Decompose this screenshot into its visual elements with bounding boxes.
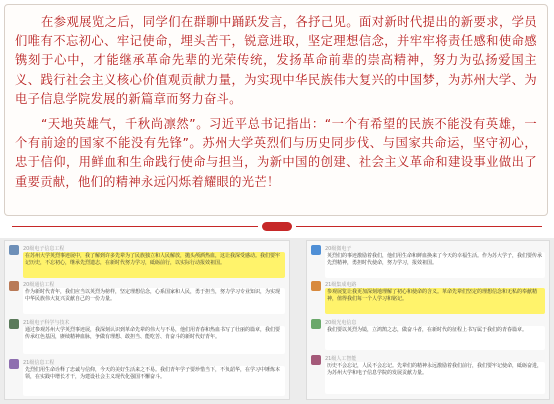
article-paragraph-1: 在参观展览之后，同学们在群聊中踊跃发言，各抒己见。面对新时代提出的新要求，学员们唯有不忘初心、牢记使命，埋头苦干，锐意进取，坚定理想信念，并牢牢将责任感和使命感镌刻于心中，才能继承革命先辈的光荣传统，发扬革命前辈的崇高精神，努力为弘扬爱国主义、践行社会主义核心价值观贡献力量，为实现中华民族伟大复兴的中国梦，为苏州大学、为电子信息学院发展的新篇章而努力奋斗。: [15, 15, 537, 106]
message-bubble: 在苏州大学英烈事迹展中，我了解到许多先辈为了民族独立和人民解放，抛头颅洒热血，这让我深受感动。我们要牢记历史，不忘初心，继承先烈遗志，在新时代努力学习，砥砺前行，以实际行动报效祖国。: [23, 252, 285, 278]
chat-message: [311, 245, 545, 279]
chat-message: [9, 319, 285, 355]
section-divider: [0, 222, 554, 232]
avatar: [9, 281, 19, 291]
message-bubble: 英烈们的事迹激励着我们，他们用生命和鲜血换来了今天的幸福生活。作为苏大学子，我们要传承先烈精神，勇担时代使命，努力学习，报效祖国。: [325, 252, 545, 278]
sender-name: 21级集成电路: [325, 282, 357, 288]
message-bubble: 先烈们用生命诠释了忠诚与信仰，今天的美好生活来之不易。我们青年学子要珍惜当下，不负韶华，在学习中锤炼本领，在实践中增长才干，为建设社会主义现代化强国不懈奋斗。: [23, 366, 285, 396]
sender-name: 20级微电子: [325, 246, 352, 252]
sender-name: 21级电子科学与技术: [23, 320, 70, 326]
avatar: [311, 245, 321, 255]
avatar: [9, 319, 19, 329]
sender-name: 21级信息工程: [23, 360, 55, 366]
avatar: [311, 281, 321, 291]
chat-message: [311, 319, 545, 351]
sender-name: 20级电子信息工程: [23, 246, 65, 252]
avatar: [9, 359, 19, 369]
chat-message: [9, 359, 285, 397]
message-bubble: 历史不会忘记，人民不会忘记。先辈们的精神永远激励着我们前行，我们要牢记使命，砥砺奋进，为苏州大学和电子信息学院的发展贡献力量。: [325, 362, 545, 394]
message-bubble: 通过参观苏州大学英烈事迹展，我深刻认识到革命先辈的伟大与不易，他们用青春和热血书写了壮丽的篇章，我们要传承红色基因，赓续精神血脉，争做有理想、敢担当、能吃苦、肯奋斗的新时代好青年。: [23, 326, 285, 354]
chat-message: [311, 281, 545, 315]
chat-screenshot-right: [306, 240, 550, 400]
message-bubble: 我们要以英烈为镜，立鸿鹄之志，做奋斗者，在新时代的征程上书写属于我们的青春篇章。: [325, 326, 545, 350]
chat-message: [9, 245, 285, 279]
sender-name: 20级光电信息: [325, 320, 357, 326]
avatar: [311, 355, 321, 365]
message-bubble: 作为新时代青年，我们应当以英烈为榜样，坚定理想信念，心系国家和人民，勇于担当，努力学习专业知识，为实现中华民族伟大复兴贡献自己的一份力量。: [23, 288, 285, 314]
chat-screenshots: [0, 238, 554, 404]
avatar: [311, 319, 321, 329]
avatar: [9, 245, 19, 255]
article-card: [4, 4, 548, 216]
divider-ornament: [262, 222, 292, 231]
chat-message: [311, 355, 545, 397]
sender-name: 21级人工智能: [325, 356, 357, 362]
divider-line-left: [12, 226, 258, 227]
divider-line-right: [296, 226, 542, 227]
chat-message: [9, 281, 285, 315]
message-bubble: 参观展览让我更加深刻地理解了初心和使命的含义。革命先辈们坚定的理想信念和无私的奉献精神，值得我们每一个人学习和铭记。: [325, 288, 545, 314]
chat-screenshot-left: [4, 240, 290, 400]
sender-name: 20级通信工程: [23, 282, 55, 288]
article-paragraph-2: “天地英雄气，千秋尚凛然”。习近平总书记指出：“一个有希望的民族不能没有英雄，一个有前途的国家不能没有先锋”。苏州大学英烈们与历史同步伐、与国家共命运，坚守初心，忠于信仰，用鲜血和生命践行使命与担当，为新中国的创建、社会主义革命和建设事业做出了重要贡献，他们的精神永远闪烁着耀眼的光芒！: [15, 117, 537, 189]
